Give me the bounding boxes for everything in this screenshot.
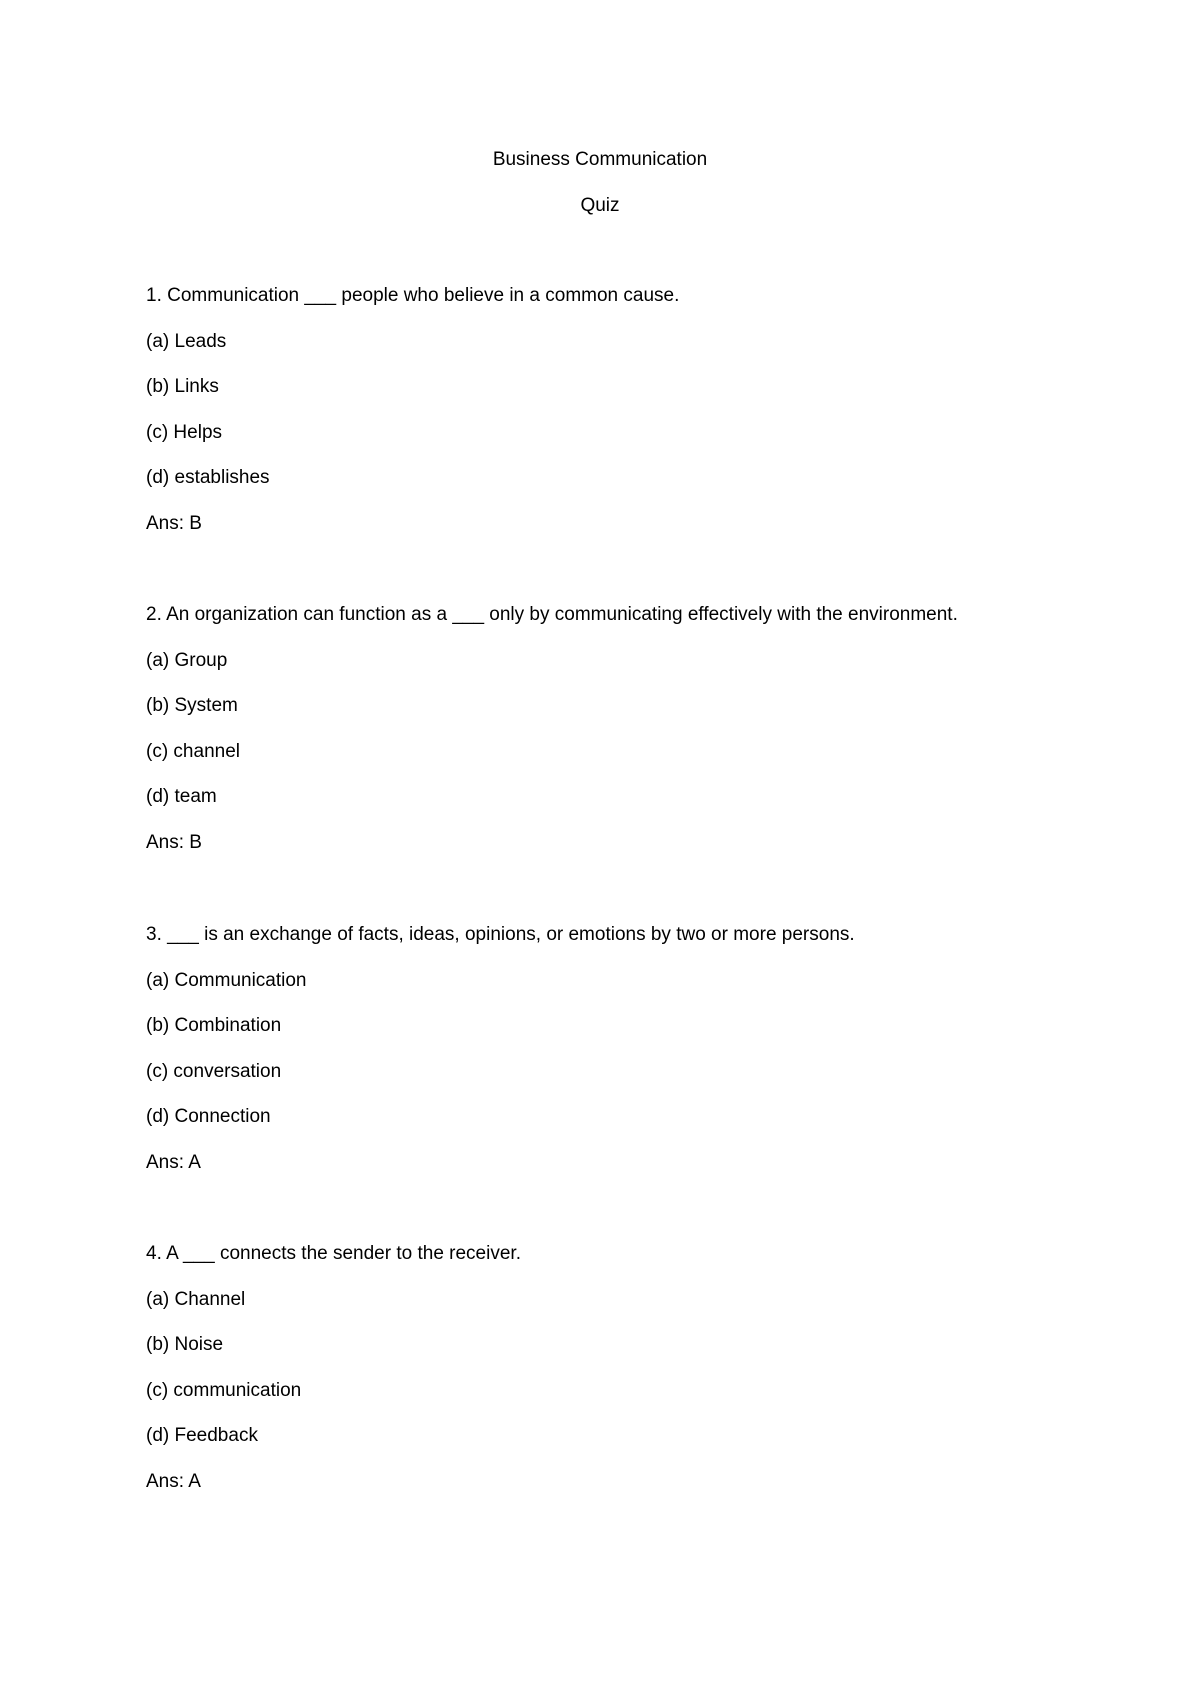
option-c: (c) communication: [146, 1379, 302, 1401]
option-d: (d) team: [146, 786, 217, 807]
option-a: (a) Group: [146, 649, 228, 671]
option-a: (a) Leads: [146, 330, 227, 352]
answer: Ans: A: [146, 1151, 201, 1173]
question-stem: 1. Communication ___ people who believe in a common cause.: [146, 285, 680, 306]
option-c: (c) conversation: [146, 1060, 282, 1082]
option-b: (b) Links: [146, 376, 219, 397]
option-d: (d) establishes: [146, 467, 270, 488]
question-2: [146, 603, 1106, 876]
question-1: [146, 284, 1106, 557]
option-d: (d) Connection: [146, 1106, 271, 1127]
answer: Ans: A: [146, 1470, 201, 1492]
question-3: [146, 923, 1106, 1196]
option-b: (b) Combination: [146, 1015, 282, 1036]
answer: Ans: B: [146, 512, 202, 534]
question-stem: 3. ___ is an exchange of facts, ideas, opinions, or emotions by two or more persons.: [146, 924, 855, 945]
question-4: [146, 1242, 1106, 1515]
option-c: (c) Helps: [146, 421, 223, 443]
question-stem: 4. A ___ connects the sender to the receiver.: [146, 1243, 521, 1264]
option-c: (c) channel: [146, 740, 240, 762]
question-stem: 2. An organization can function as a ___ only by communicating effectively with the environment.: [146, 604, 958, 625]
option-b: (b) Noise: [146, 1334, 224, 1355]
option-a: (a) Communication: [146, 969, 307, 991]
option-b: (b) System: [146, 695, 238, 716]
option-d: (d) Feedback: [146, 1425, 258, 1446]
document-title: Business Communication: [492, 149, 708, 170]
document-subtitle: Quiz: [580, 195, 620, 216]
option-a: (a) Channel: [146, 1288, 246, 1310]
answer: Ans: B: [146, 831, 202, 853]
